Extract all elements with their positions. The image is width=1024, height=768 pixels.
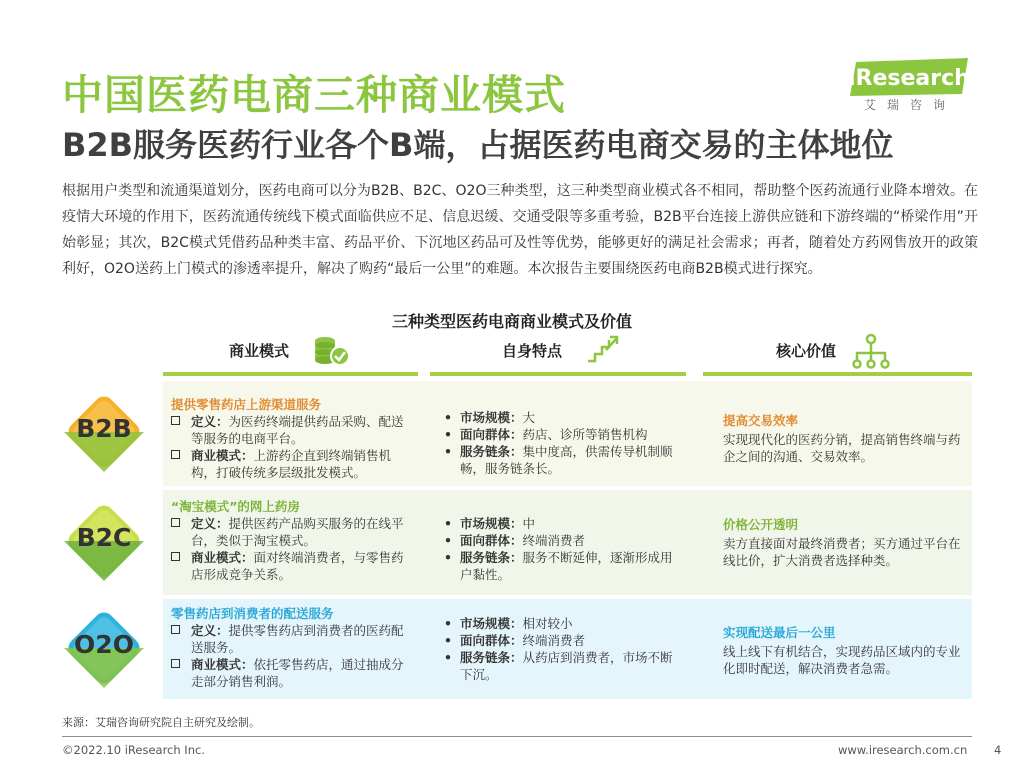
logo-text: iResearch <box>848 66 970 91</box>
b2c-features-cell <box>440 515 680 583</box>
list-item <box>171 549 411 583</box>
feature-text: 终端消费者 <box>522 633 586 648</box>
list-item: • 市场规模：相对较小 <box>444 616 573 631</box>
list-item <box>171 622 411 656</box>
b2b-model-title: 提供零售药店上游渠道服务 <box>171 397 322 412</box>
list-item: • 服务链条：从药店到消费者，市场不断下沉。 <box>444 650 673 682</box>
b2b-model-cell <box>171 396 411 481</box>
source-note: 来源：艾瑞咨询研究院自主研究及绘制。 <box>62 716 260 729</box>
mode-key: 商业模式： <box>191 448 254 463</box>
mode-text: 面对终端消费者，与零售药店形成竞争关系。 <box>191 550 404 582</box>
list-item: • 面向群体：终端消费者 <box>444 533 586 548</box>
checkbox-square-icon <box>171 416 180 425</box>
footer-divider <box>62 736 972 737</box>
feature-text: 药店、诊所等销售机构 <box>522 427 648 442</box>
list-item: • 面向群体：药店、诊所等销售机构 <box>444 427 648 442</box>
column-header-features: 自身特点 <box>502 342 563 360</box>
definition-text: 提供医药产品购买服务的在线平台，类似于淘宝模式。 <box>191 516 404 548</box>
feature-text: 服务不断延伸，逐渐形成用户黏性。 <box>460 550 673 582</box>
website-link[interactable]: www.iresearch.com.cn <box>838 743 968 757</box>
b2c-value-cell <box>723 516 963 569</box>
feature-key: 服务链条： <box>460 444 523 459</box>
b2b-value-title: 提高交易效率 <box>723 413 799 428</box>
o2o-value-text: 线上线下有机结合，实现药品区域内的专业化即时配送，解决消费者急需。 <box>723 644 961 676</box>
column-header-model: 商业模式 <box>229 342 290 360</box>
checkbox-square-icon <box>171 552 180 561</box>
column-divider-value <box>703 372 972 376</box>
mode-key: 商业模式： <box>191 550 254 565</box>
feature-text: 相对较小 <box>522 616 573 631</box>
list-item: • 服务链条：服务不断延伸，逐渐形成用户黏性。 <box>444 550 673 582</box>
b2b-value-text: 实现现代化的医药分销，提高销售终端与药企之间的沟通、交易效率。 <box>723 432 961 464</box>
mode-text: 上游药企直到终端销售机构，打破传统多层级批发模式。 <box>191 448 392 480</box>
page-number: 4 <box>994 743 1002 757</box>
definition-key: 定义： <box>191 623 229 638</box>
feature-key: 面向群体： <box>460 533 523 548</box>
column-divider-features <box>430 372 686 376</box>
definition-text: 提供零售药店到消费者的医药配送服务。 <box>191 623 404 655</box>
list-item <box>171 413 411 447</box>
feature-text: 中 <box>522 516 536 531</box>
feature-key: 服务链条： <box>460 650 523 665</box>
coins-check-icon <box>313 332 351 368</box>
definition-text: 为医药终端提供药品采购、配送等服务的电商平台。 <box>191 414 404 446</box>
stairs-arrow-icon <box>586 334 620 364</box>
checkbox-square-icon <box>171 518 180 527</box>
copyright: ©2022.10 iResearch Inc. <box>62 743 205 757</box>
definition-key: 定义： <box>191 414 229 429</box>
o2o-value-title: 实现配送最后一公里 <box>723 625 836 640</box>
b2c-model-title: “淘宝模式”的网上药房 <box>171 499 300 514</box>
list-item: • 面向群体：终端消费者 <box>444 633 586 648</box>
column-header-value: 核心价值 <box>776 342 837 360</box>
o2o-features-cell <box>440 615 680 683</box>
checkbox-square-icon <box>171 625 180 634</box>
feature-key: 面向群体： <box>460 633 523 648</box>
hierarchy-icon <box>851 333 891 369</box>
o2o-model-cell <box>171 605 411 690</box>
list-item <box>171 515 411 549</box>
o2o-value-cell <box>723 624 963 677</box>
b2c-label: B2C <box>76 523 132 552</box>
feature-text: 从药店到消费者，市场不断下沉。 <box>460 650 673 682</box>
o2o-model-title: 零售药店到消费者的配送服务 <box>171 606 334 621</box>
b2b-value-cell <box>723 412 963 465</box>
b2b-features-cell <box>440 409 680 477</box>
feature-text: 大 <box>522 410 536 425</box>
list-item: • 服务链条：集中度高，供需传导机制顺畅，服务链条长。 <box>444 444 673 476</box>
b2b-label: B2B <box>76 414 132 443</box>
b2c-model-cell <box>171 498 411 583</box>
feature-key: 市场规模： <box>460 516 523 531</box>
list-item: • 市场规模：大 <box>444 410 536 425</box>
feature-text: 集中度高，供需传导机制顺畅，服务链条长。 <box>460 444 673 476</box>
mode-key: 商业模式： <box>191 657 254 672</box>
checkbox-square-icon <box>171 450 180 459</box>
feature-text: 终端消费者 <box>522 533 586 548</box>
feature-key: 市场规模： <box>460 410 523 425</box>
b2c-value-text: 卖方直接面对最终消费者；买方通过平台在线比价，扩大消费者选择种类。 <box>723 536 961 568</box>
b2c-value-title: 价格公开透明 <box>723 517 799 532</box>
page-title: 中国医药电商三种商业模式 <box>62 71 566 119</box>
list-item <box>171 447 411 481</box>
o2o-label: O2O <box>74 630 134 659</box>
checkbox-square-icon <box>171 659 180 668</box>
definition-key: 定义： <box>191 516 229 531</box>
list-item <box>171 656 411 690</box>
list-item: • 市场规模：中 <box>444 516 536 531</box>
intro-paragraph: 根据用户类型和流通渠道划分，医药电商可以分为B2B、B2C、O2O三种类型，这三种类型商业模式各不相同，帮助整个医药流通行业降本增效。在疫情大环境的作用下，医药流通传统线下模式面临供应不足、信息迟缓、交通受限等多重考验，B2B平台连接上游供应链和下游终端的“桥梁作用”开始彰显；其次，B2C模式凭借药品种类丰富、药品平价、下沉地区药品可及性等优势，能够更好的满足社会需求；再者，随着处方药网售放开的政策利好，O2O送药上门模式的渗透率提升，解决了购药“最后一公里”的难题。本次报告主要围绕医药电商B2B模式进行探究。 <box>62 183 978 277</box>
column-divider-model <box>163 372 418 376</box>
logo-subtext: 艾瑞咨询 <box>864 98 957 112</box>
feature-key: 服务链条： <box>460 550 523 565</box>
mode-text: 依托零售药店，通过抽成分走部分销售利润。 <box>191 657 404 689</box>
page-subtitle: B2B服务医药行业各个B端，占据医药电商交易的主体地位 <box>62 126 894 164</box>
table-title: 三种类型医药电商商业模式及价值 <box>391 312 632 331</box>
feature-key: 市场规模： <box>460 616 523 631</box>
feature-key: 面向群体： <box>460 427 523 442</box>
